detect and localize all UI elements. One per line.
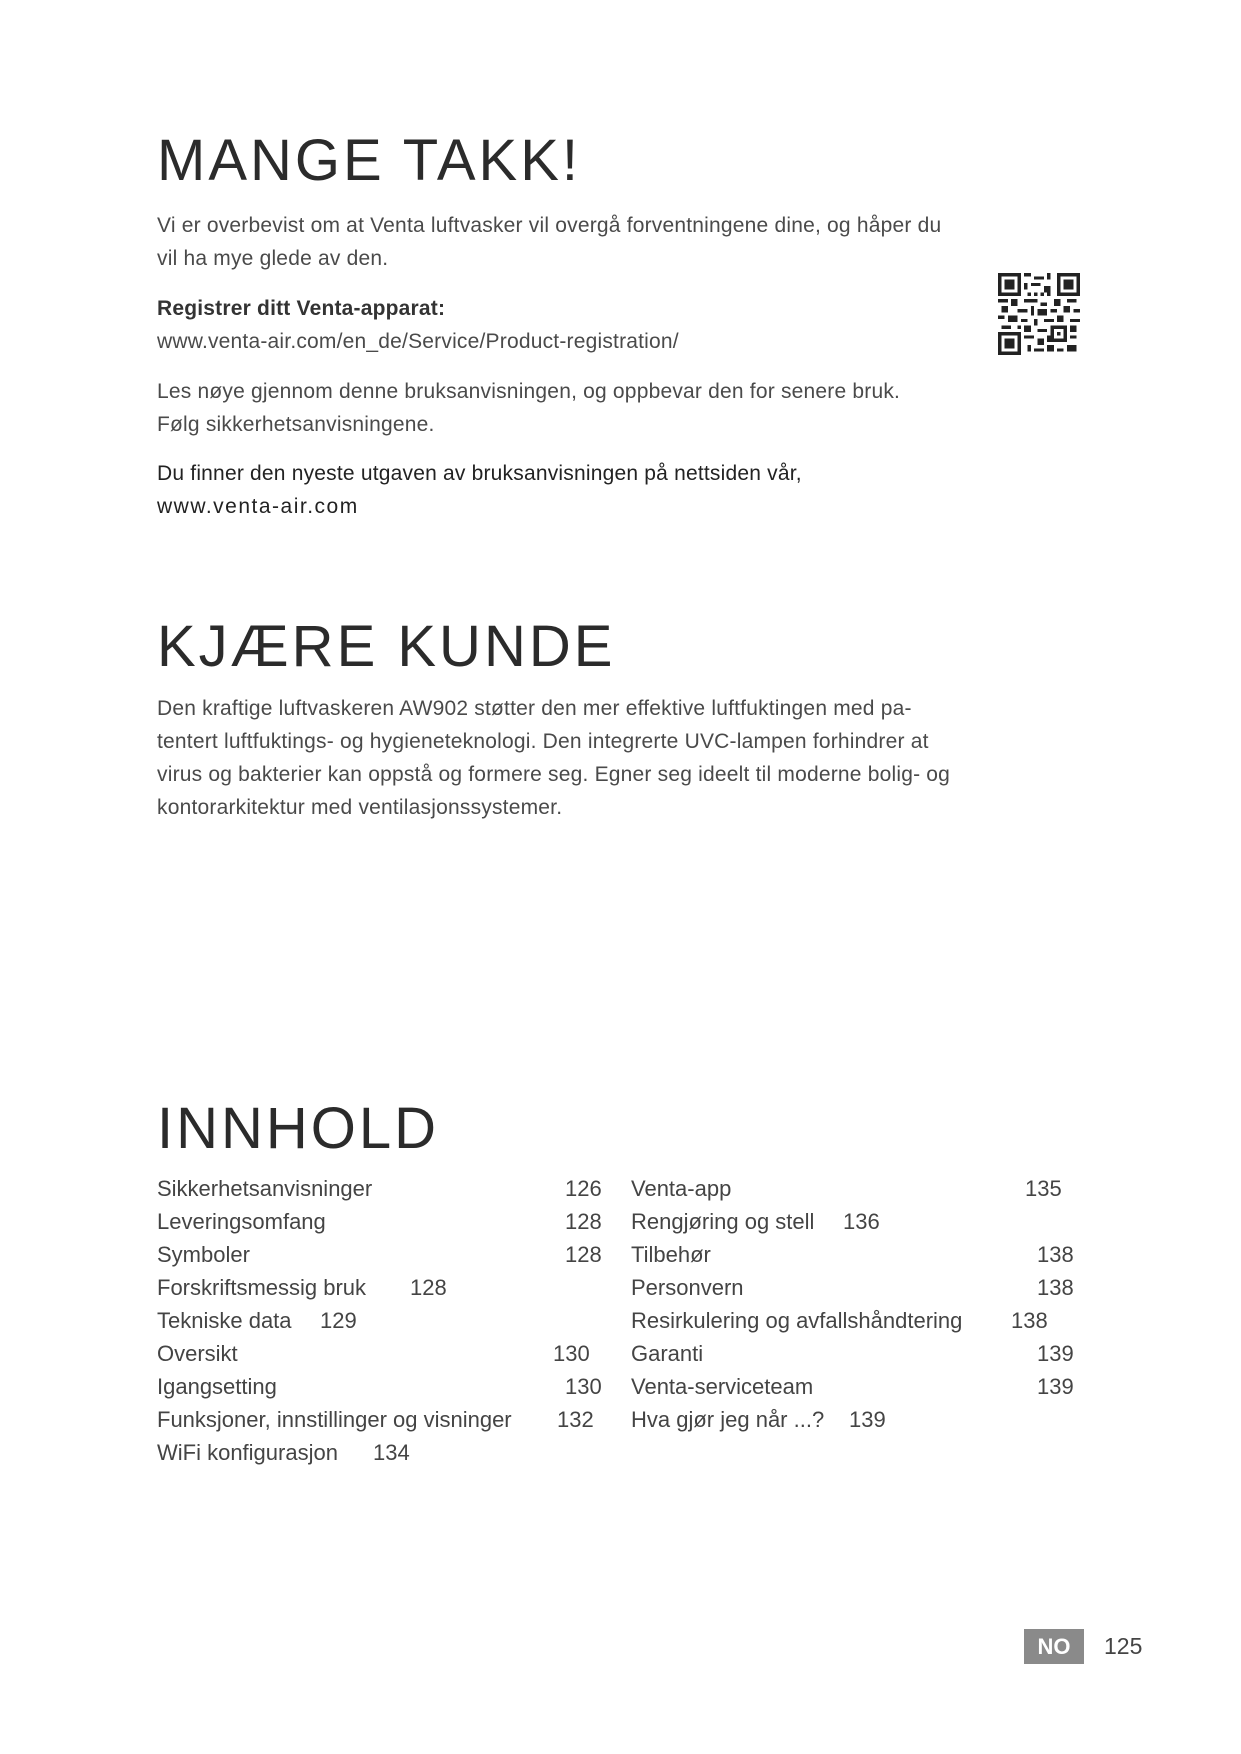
toc-entry-label: Resirkulering og avfallshåndtering [631,1308,963,1333]
customer-paragraph-line: kontorarkitektur med ventilasjonssystemer. [157,796,563,819]
toc-entry[interactable] [631,1337,1081,1370]
toc-entry-label: Garanti [631,1341,704,1366]
customer-paragraph [157,692,950,824]
toc-entry[interactable] [157,1238,607,1271]
toc-entry-page: 128 [565,1242,602,1267]
toc-entry[interactable] [157,1172,607,1205]
read-instructions [157,375,900,441]
toc-entry[interactable] [157,1337,607,1370]
toc-entry-page: 130 [565,1374,602,1399]
customer-paragraph-line: tentert luftfuktings- og hygieneteknologi. Den integrerte UVC-lampen forhindrer at [157,730,929,753]
toc-entry-page: 135 [1025,1176,1062,1201]
toc-entry-label: Oversikt [157,1341,238,1366]
toc-entry-label: Hva gjør jeg når ...? [631,1407,825,1432]
page-number: 125 [1104,1633,1143,1659]
toc-entry[interactable] [631,1304,1081,1337]
toc-entry-page: 138 [1011,1308,1048,1333]
toc-entry-page: 128 [565,1209,602,1234]
toc-entry-label: Rengjøring og stell [631,1209,815,1234]
toc-entry-label: WiFi konfigurasjon [157,1440,338,1465]
thanks-intro-line: vil ha mye glede av den. [157,247,389,270]
toc-entry-label: Igangsetting [157,1374,277,1399]
customer-paragraph-line: Den kraftige luftvaskeren AW902 støtter den mer effektive luftfuktingen med pa- [157,697,912,720]
toc-entry-label: Forskriftsmessig bruk [157,1275,367,1300]
thanks-intro-line: Vi er overbevist om at Venta luftvasker vil overgå forventningene dine, og håper du [157,214,942,237]
toc-entry-label: Tekniske data [157,1308,292,1333]
register-url-link[interactable]: www.venta-air.com/en_de/Service/Product-registration/ [157,330,679,353]
toc-entry-page: 130 [553,1341,590,1366]
toc-entry-page: 126 [565,1176,602,1201]
toc-entry-label: Sikkerhetsanvisninger [157,1176,373,1201]
qr-code-icon [998,273,1080,355]
thanks-title: MANGE TAKK! [157,128,582,193]
customer-title: KJÆRE KUNDE [157,614,616,679]
toc-entry[interactable] [157,1304,607,1337]
register-label: Registrer ditt Venta-apparat: [157,297,446,320]
toc-entry[interactable] [631,1205,1081,1238]
read-instructions-line: Følg sikkerhetsanvisningene. [157,413,435,436]
toc-entry-page: 132 [557,1407,594,1432]
contents-title: INNHOLD [157,1096,440,1161]
toc-entry[interactable] [631,1172,1081,1205]
read-instructions-line: Les nøye gjennom denne bruksanvisningen, og oppbevar den for senere bruk. [157,380,901,403]
toc-entry[interactable] [157,1436,607,1469]
toc-entry[interactable] [157,1205,607,1238]
toc-entry-page: 139 [1037,1374,1074,1399]
toc-entry-label: Venta-app [631,1176,732,1201]
toc-entry[interactable] [631,1271,1081,1304]
toc-entry-page: 139 [849,1407,886,1432]
toc-entry-page: 139 [1037,1341,1074,1366]
toc-entry-page: 134 [373,1440,410,1465]
toc-entry-page: 138 [1037,1242,1074,1267]
toc-entry[interactable] [157,1370,607,1403]
toc-entry[interactable] [157,1403,607,1436]
toc-entry-label: Personvern [631,1275,744,1300]
thanks-intro [157,209,941,275]
website-link[interactable]: www.venta-air.com [157,495,359,518]
language-badge: NO [1024,1629,1084,1664]
toc-entry[interactable] [631,1238,1081,1271]
toc-entry[interactable] [631,1370,1081,1403]
toc-entry[interactable] [157,1271,607,1304]
toc-entry-label: Symboler [157,1242,250,1267]
latest-version-note [157,457,802,523]
toc-entry-label: Leveringsomfang [157,1209,326,1234]
toc-entry[interactable] [631,1403,1081,1436]
toc-entry-label: Venta-serviceteam [631,1374,814,1399]
toc-entry-label: Funksjoner, innstillinger og visninger [157,1407,512,1432]
toc-entry-label: Tilbehør [631,1242,711,1267]
registration-block [157,292,679,358]
toc-entry-page: 136 [843,1209,880,1234]
toc-entry-page: 129 [320,1308,357,1333]
toc-entry-page: 138 [1037,1275,1074,1300]
latest-version-line: Du finner den nyeste utgaven av bruksanvisningen på nettsiden vår, [157,462,802,485]
customer-paragraph-line: virus og bakterier kan oppstå og formere seg. Egner seg ideelt til moderne bolig- og [157,763,951,786]
toc-entry-page: 128 [410,1275,447,1300]
